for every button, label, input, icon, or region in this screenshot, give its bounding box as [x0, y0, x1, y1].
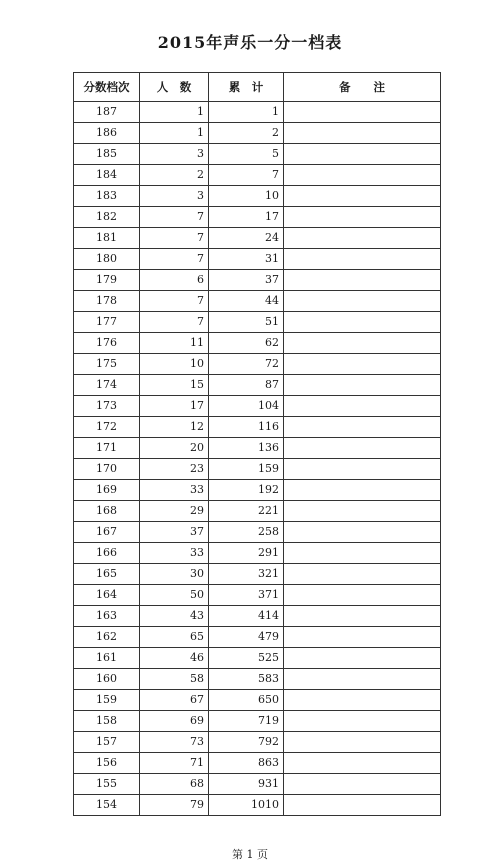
score-cell: 185 — [74, 144, 140, 165]
cumulative-cell: 116 — [209, 417, 284, 438]
note-cell — [284, 753, 441, 774]
cumulative-cell: 62 — [209, 333, 284, 354]
table-row — [74, 291, 441, 312]
table-row — [74, 144, 441, 165]
score-cell: 174 — [74, 375, 140, 396]
score-cell: 184 — [74, 165, 140, 186]
note-cell — [284, 564, 441, 585]
note-cell — [284, 585, 441, 606]
count-cell: 58 — [140, 669, 209, 690]
note-cell — [284, 165, 441, 186]
note-cell — [284, 186, 441, 207]
count-cell: 12 — [140, 417, 209, 438]
table-row — [74, 249, 441, 270]
table-row — [74, 522, 441, 543]
count-cell: 10 — [140, 354, 209, 375]
table-row — [74, 186, 441, 207]
header-note: 备 注 — [284, 73, 441, 102]
note-cell — [284, 522, 441, 543]
table-row — [74, 669, 441, 690]
cumulative-cell: 291 — [209, 543, 284, 564]
count-cell: 7 — [140, 312, 209, 333]
score-cell: 186 — [74, 123, 140, 144]
note-cell — [284, 648, 441, 669]
cumulative-cell: 931 — [209, 774, 284, 795]
cumulative-cell: 221 — [209, 501, 284, 522]
score-cell: 170 — [74, 459, 140, 480]
cumulative-cell: 24 — [209, 228, 284, 249]
table-row — [74, 711, 441, 732]
table-row — [74, 543, 441, 564]
cumulative-cell: 5 — [209, 144, 284, 165]
header-count: 人 数 — [140, 73, 209, 102]
note-cell — [284, 333, 441, 354]
score-cell: 177 — [74, 312, 140, 333]
table-row — [74, 312, 441, 333]
score-cell: 168 — [74, 501, 140, 522]
cumulative-cell: 371 — [209, 585, 284, 606]
score-cell: 175 — [74, 354, 140, 375]
table-row — [74, 648, 441, 669]
score-cell: 159 — [74, 690, 140, 711]
count-cell: 79 — [140, 795, 209, 816]
score-cell: 163 — [74, 606, 140, 627]
table-row — [74, 333, 441, 354]
score-cell: 154 — [74, 795, 140, 816]
table-row — [74, 459, 441, 480]
score-cell: 156 — [74, 753, 140, 774]
table-row — [74, 690, 441, 711]
count-cell: 46 — [140, 648, 209, 669]
cumulative-cell: 17 — [209, 207, 284, 228]
cumulative-cell: 72 — [209, 354, 284, 375]
score-cell: 187 — [74, 102, 140, 123]
count-cell: 15 — [140, 375, 209, 396]
score-cell: 178 — [74, 291, 140, 312]
count-cell: 33 — [140, 543, 209, 564]
note-cell — [284, 711, 441, 732]
header-score: 分数档次 — [74, 73, 140, 102]
table-row — [74, 606, 441, 627]
table-header-row — [74, 73, 441, 102]
note-cell — [284, 354, 441, 375]
table-row — [74, 501, 441, 522]
count-cell: 7 — [140, 249, 209, 270]
count-cell: 3 — [140, 186, 209, 207]
score-cell: 169 — [74, 480, 140, 501]
count-cell: 17 — [140, 396, 209, 417]
score-cell: 179 — [74, 270, 140, 291]
table-row — [74, 165, 441, 186]
table-row — [74, 480, 441, 501]
note-cell — [284, 480, 441, 501]
count-cell: 20 — [140, 438, 209, 459]
cumulative-cell: 650 — [209, 690, 284, 711]
note-cell — [284, 144, 441, 165]
count-cell: 7 — [140, 207, 209, 228]
cumulative-cell: 414 — [209, 606, 284, 627]
count-cell: 23 — [140, 459, 209, 480]
score-cell: 173 — [74, 396, 140, 417]
cumulative-cell: 31 — [209, 249, 284, 270]
note-cell — [284, 774, 441, 795]
note-cell — [284, 543, 441, 564]
table-row — [74, 438, 441, 459]
cumulative-cell: 1010 — [209, 795, 284, 816]
note-cell — [284, 102, 441, 123]
score-cell: 172 — [74, 417, 140, 438]
count-cell: 1 — [140, 123, 209, 144]
cumulative-cell: 2 — [209, 123, 284, 144]
note-cell — [284, 228, 441, 249]
note-cell — [284, 627, 441, 648]
cumulative-cell: 583 — [209, 669, 284, 690]
cumulative-cell: 258 — [209, 522, 284, 543]
table-row — [74, 228, 441, 249]
count-cell: 6 — [140, 270, 209, 291]
table-row — [74, 375, 441, 396]
table-row — [74, 564, 441, 585]
cumulative-cell: 792 — [209, 732, 284, 753]
cumulative-cell: 863 — [209, 753, 284, 774]
score-cell: 171 — [74, 438, 140, 459]
count-cell: 2 — [140, 165, 209, 186]
table-row — [74, 627, 441, 648]
count-cell: 67 — [140, 690, 209, 711]
cumulative-cell: 7 — [209, 165, 284, 186]
table-row — [74, 774, 441, 795]
score-cell: 182 — [74, 207, 140, 228]
cumulative-cell: 479 — [209, 627, 284, 648]
count-cell: 73 — [140, 732, 209, 753]
count-cell: 37 — [140, 522, 209, 543]
cumulative-cell: 159 — [209, 459, 284, 480]
cumulative-cell: 104 — [209, 396, 284, 417]
score-cell: 158 — [74, 711, 140, 732]
cumulative-cell: 136 — [209, 438, 284, 459]
cumulative-cell: 525 — [209, 648, 284, 669]
cumulative-cell: 37 — [209, 270, 284, 291]
table-body — [74, 102, 441, 816]
score-cell: 180 — [74, 249, 140, 270]
score-cell: 167 — [74, 522, 140, 543]
table-row — [74, 732, 441, 753]
count-cell: 50 — [140, 585, 209, 606]
note-cell — [284, 606, 441, 627]
note-cell — [284, 375, 441, 396]
score-cell: 181 — [74, 228, 140, 249]
note-cell — [284, 291, 441, 312]
page-title: 2015年声乐一分一档表 — [157, 33, 343, 52]
header-cumulative: 累 计 — [209, 73, 284, 102]
count-cell: 68 — [140, 774, 209, 795]
score-cell: 160 — [74, 669, 140, 690]
note-cell — [284, 501, 441, 522]
score-cell: 164 — [74, 585, 140, 606]
count-cell: 3 — [140, 144, 209, 165]
cumulative-cell: 51 — [209, 312, 284, 333]
table-row — [74, 795, 441, 816]
note-cell — [284, 312, 441, 333]
cumulative-cell: 10 — [209, 186, 284, 207]
note-cell — [284, 459, 441, 480]
cumulative-cell: 44 — [209, 291, 284, 312]
score-cell: 165 — [74, 564, 140, 585]
cumulative-cell: 87 — [209, 375, 284, 396]
table-row — [74, 270, 441, 291]
count-cell: 1 — [140, 102, 209, 123]
cumulative-cell: 1 — [209, 102, 284, 123]
score-cell: 157 — [74, 732, 140, 753]
note-cell — [284, 123, 441, 144]
cumulative-cell: 192 — [209, 480, 284, 501]
table-row — [74, 207, 441, 228]
count-cell: 65 — [140, 627, 209, 648]
score-cell: 183 — [74, 186, 140, 207]
count-cell: 30 — [140, 564, 209, 585]
note-cell — [284, 207, 441, 228]
table-row — [74, 123, 441, 144]
note-cell — [284, 669, 441, 690]
table-row — [74, 354, 441, 375]
score-cell: 161 — [74, 648, 140, 669]
count-cell: 33 — [140, 480, 209, 501]
note-cell — [284, 270, 441, 291]
score-rank-table — [73, 72, 441, 816]
note-cell — [284, 438, 441, 459]
score-cell: 155 — [74, 774, 140, 795]
note-cell — [284, 732, 441, 753]
count-cell: 7 — [140, 291, 209, 312]
score-cell: 166 — [74, 543, 140, 564]
count-cell: 43 — [140, 606, 209, 627]
count-cell: 69 — [140, 711, 209, 732]
note-cell — [284, 417, 441, 438]
table-row — [74, 417, 441, 438]
table-row — [74, 102, 441, 123]
table-row — [74, 585, 441, 606]
count-cell: 71 — [140, 753, 209, 774]
score-cell: 176 — [74, 333, 140, 354]
count-cell: 11 — [140, 333, 209, 354]
note-cell — [284, 795, 441, 816]
cumulative-cell: 719 — [209, 711, 284, 732]
note-cell — [284, 690, 441, 711]
note-cell — [284, 249, 441, 270]
count-cell: 7 — [140, 228, 209, 249]
count-cell: 29 — [140, 501, 209, 522]
score-cell: 162 — [74, 627, 140, 648]
note-cell — [284, 396, 441, 417]
table-row — [74, 396, 441, 417]
cumulative-cell: 321 — [209, 564, 284, 585]
table-row — [74, 753, 441, 774]
page-number: 第 1 页 — [232, 848, 268, 861]
